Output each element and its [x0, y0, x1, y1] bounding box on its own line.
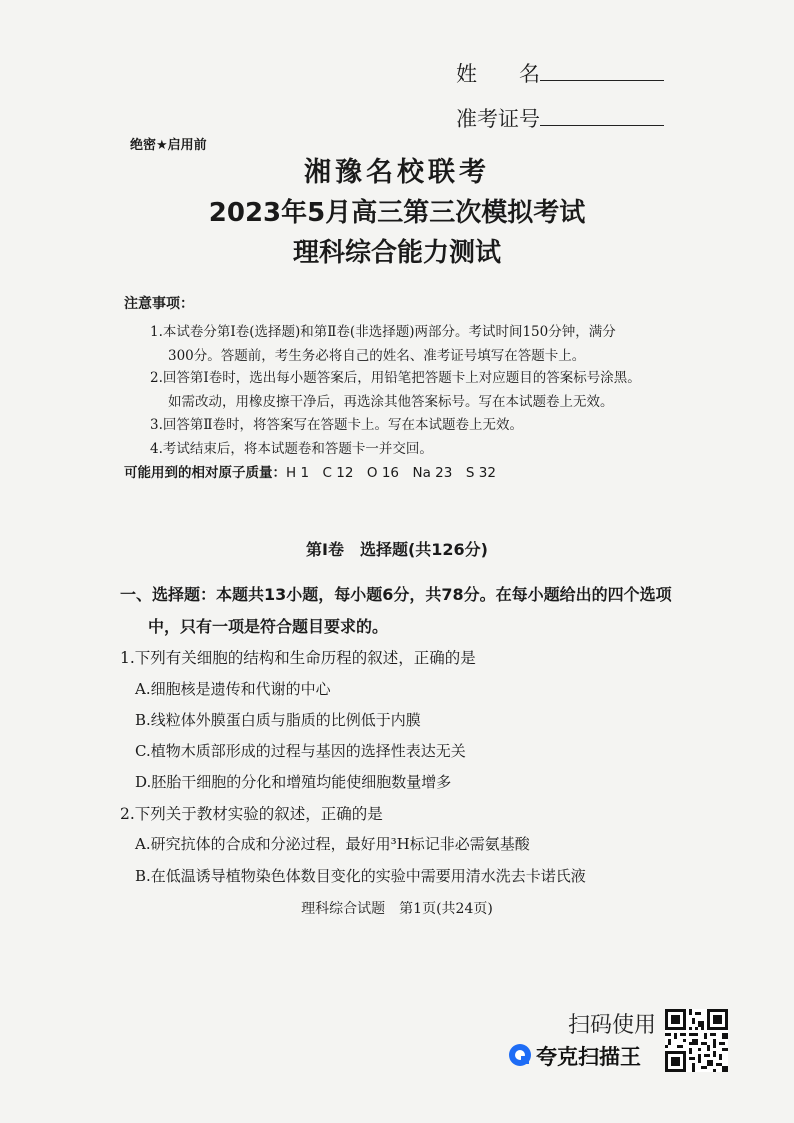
- exam-title-line1: 湘豫名校联考: [304, 157, 490, 188]
- answer-option: B.在低温诱导植物染色体数目变化的实验中需要用清水洗去卡诺氏液: [135, 867, 586, 885]
- note-line: 如需改动，用橡皮擦干净后，再选涂其他答案标号。写在本试题卷上无效。: [168, 394, 614, 410]
- scan-to-use-label: 扫码使用: [568, 1013, 657, 1038]
- secret-mark: 绝密★启用前: [130, 138, 207, 153]
- exam-title-line2: 2023年5月高三第三次模拟考试: [208, 198, 586, 228]
- answer-option: A.研究抗体的合成和分泌过程，最好用³H标记非必需氨基酸: [135, 835, 530, 853]
- atomic-mass-line: [124, 461, 496, 481]
- exam-title-line3: 理科综合能力测试: [292, 238, 501, 268]
- question-stem: 2.下列关于教材实验的叙述，正确的是: [120, 805, 383, 823]
- answer-option: A.细胞核是遗传和代谢的中心: [135, 680, 331, 698]
- note-line: 4.考试结束后，将本试题卷和答题卡一并交回。: [150, 441, 433, 457]
- exam-id-label: 准考证号: [456, 107, 540, 131]
- name-blank: [540, 60, 664, 81]
- exam-id-blank: [540, 105, 664, 126]
- notes-heading: 注意事项：: [124, 296, 194, 312]
- note-line: 1.本试卷分第Ⅰ卷(选择题)和第Ⅱ卷(非选择题)两部分。考试时间150分钟，满分: [150, 324, 616, 340]
- note-line: 300分。答题前，考生务必将自己的姓名、准考证号填写在答题卡上。: [168, 348, 586, 364]
- part1-heading: 第Ⅰ卷 选择题(共126分): [306, 540, 488, 559]
- name-label: 姓 名: [456, 62, 540, 86]
- section-instructions-line1: 一、选择题：本题共13小题，每小题6分，共78分。在每小题给出的四个选项: [120, 585, 672, 604]
- answer-option: D.胚胎干细胞的分化和增殖均能使细胞数量增多: [135, 773, 452, 791]
- note-line: 2.回答第Ⅰ卷时，选出每小题答案后，用铅笔把答题卡上对应题目的答案标号涂黑。: [150, 370, 641, 386]
- note-line: 3.回答第Ⅱ卷时，将答案写在答题卡上。写在本试题卷上无效。: [150, 417, 524, 433]
- exam-id-field: [456, 103, 664, 133]
- name-field: [456, 58, 664, 88]
- question-stem: 1.下列有关细胞的结构和生命历程的叙述，正确的是: [120, 649, 476, 667]
- atomic-mass-label: 可能用到的相对原子质量：: [124, 465, 286, 481]
- section-instructions-line2: 中，只有一项是符合题目要求的。: [148, 617, 389, 636]
- quark-logo-icon: [508, 1043, 532, 1067]
- atomic-mass-values: H 1 C 12 O 16 Na 23 S 32: [286, 465, 496, 481]
- page-footer: 理科综合试题 第1页(共24页): [301, 901, 493, 917]
- brand-name: 夸克扫描王: [536, 1045, 641, 1069]
- answer-option: C.植物木质部形成的过程与基因的选择性表达无关: [135, 742, 466, 760]
- qr-code-icon[interactable]: [665, 1009, 728, 1072]
- answer-option: B.线粒体外膜蛋白质与脂质的比例低于内膜: [135, 711, 421, 729]
